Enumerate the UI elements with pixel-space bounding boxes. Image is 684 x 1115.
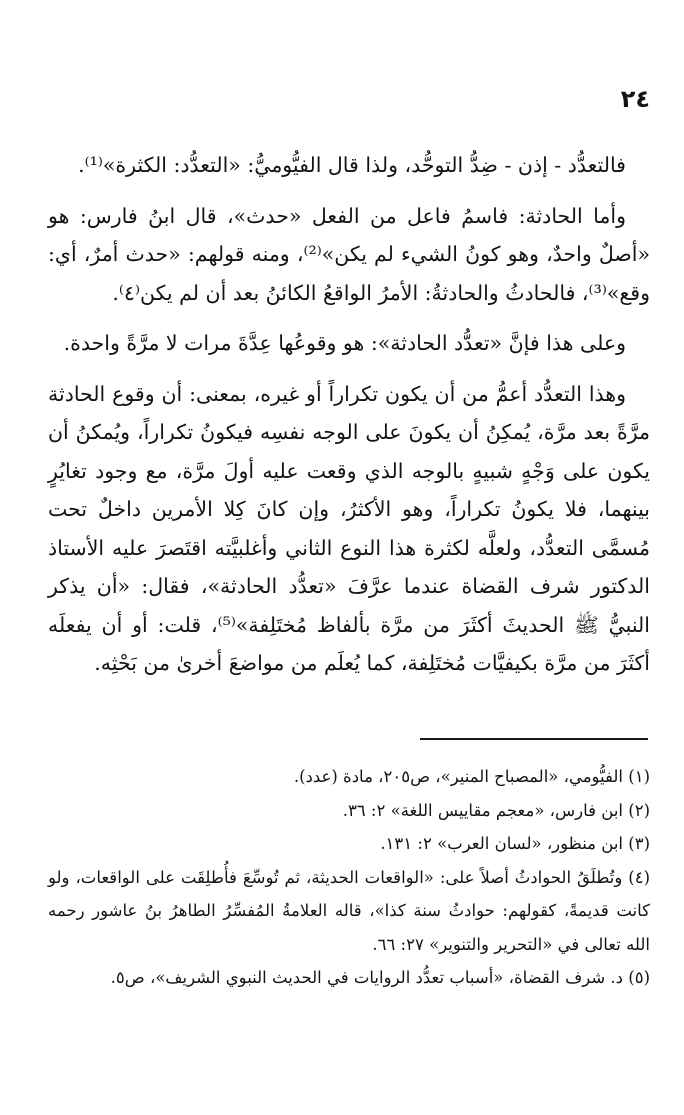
footnotes	[48, 760, 650, 995]
footnote-5: (٥) د. شرف القضاة، «أسباب تعدُّد الروايات في الحديث النبوي الشريف»، ص٥.	[110, 968, 650, 987]
paragraph-3: وعلى هذا فإنَّ «تعدُّد الحادثة»: هو وقوعُها عِدَّةَ مرات لا مرَّةً واحدة.	[63, 331, 626, 355]
paragraph-1: فالتعدُّد - إذن - ضِدُّ التوحُّد، ولذا قال الفيُّوميُّ: «التعدُّد: الكثرة»⁽¹⁾.	[78, 153, 626, 177]
footnote-separator	[420, 738, 648, 740]
main-text	[48, 146, 650, 683]
footnote-1: (١) الفيُّومي، «المصباح المنير»، ص٢٠٥، مادة (عدد).	[293, 767, 650, 786]
paragraph-4: وهذا التعدُّد أعمُّ من أن يكون تكراراً أو غيره، بمعنى: أن وقوع الحادثة مرَّةً بعد مرَّة، يُمكِنُ أن يكونَ على الوجه نفسِه فيكونُ تكراراً، ويُمكنُ أن يكون على وَجْهٍ شبيهٍ بالوجه الذي وقعت عليه أولَ مرَّة، مع وجود تغايُرٍ بينهما، فلا يكونُ تكراراً، وهو الأكثرُ، وإن كانَ كِلا الأمرين داخلٌ تحت مُسمَّى التعدُّد، ولعلَّه لكثرة هذا النوع الثاني وأغلبيَّته اقتَصرَ عليه الأستاذ الدكتور شرف القضاة عندما عرَّفَ «تعدُّد الحادثة»، فقال: «أن يذكر النبيُّ ﷺ الحديثَ أكثَرَ من مرَّة بألفاظ مُختَلِفة»⁽⁵⁾، قلت: أو أن يفعلَه أكثَرَ من مرَّة بكيفيَّات مُختَلِفة، كما يُعلَم من مواضعَ أخرىٰ من بَحْثِه.	[48, 381, 650, 675]
footnote-2: (٢) ابن فارس، «معجم مقاييس اللغة» ٢: ٣٦.	[342, 800, 650, 820]
page-number: ٢٤	[620, 85, 650, 113]
footnote-4: (٤) وتُطلَقُ الحوادثُ أصلاً على: «الواقعات الحديثة، ثم تُوسِّعَ فأُطلِقَت على الواقعات، ولو كانت قديمةً، كقولهم: حوادثُ سنة كذا»، قاله العلامةُ المُفسِّرُ الطاهرُ بنُ عاشور رحمه الله تعالى في «التحرير والتنوير» ٢٧: ٦٦.	[48, 867, 650, 954]
paragraph-2: وأما الحادثة: فاسمُ فاعل من الفعل «حدث»، قال ابنُ فارس: هو «أصلٌ واحدٌ، وهو كونُ الشيء لم يكن»⁽²⁾، ومنه قولهم: «حدث أمرٌ، أي: وقع»⁽³⁾، فالحادثُ والحادثةُ: الأمرُ الواقعُ الكائنُ بعد أن لم يكن⁽٤⁾.	[48, 203, 651, 305]
footnote-3: (٣) ابن منظور، «لسان العرب» ٢: ١٣١.	[380, 834, 650, 853]
